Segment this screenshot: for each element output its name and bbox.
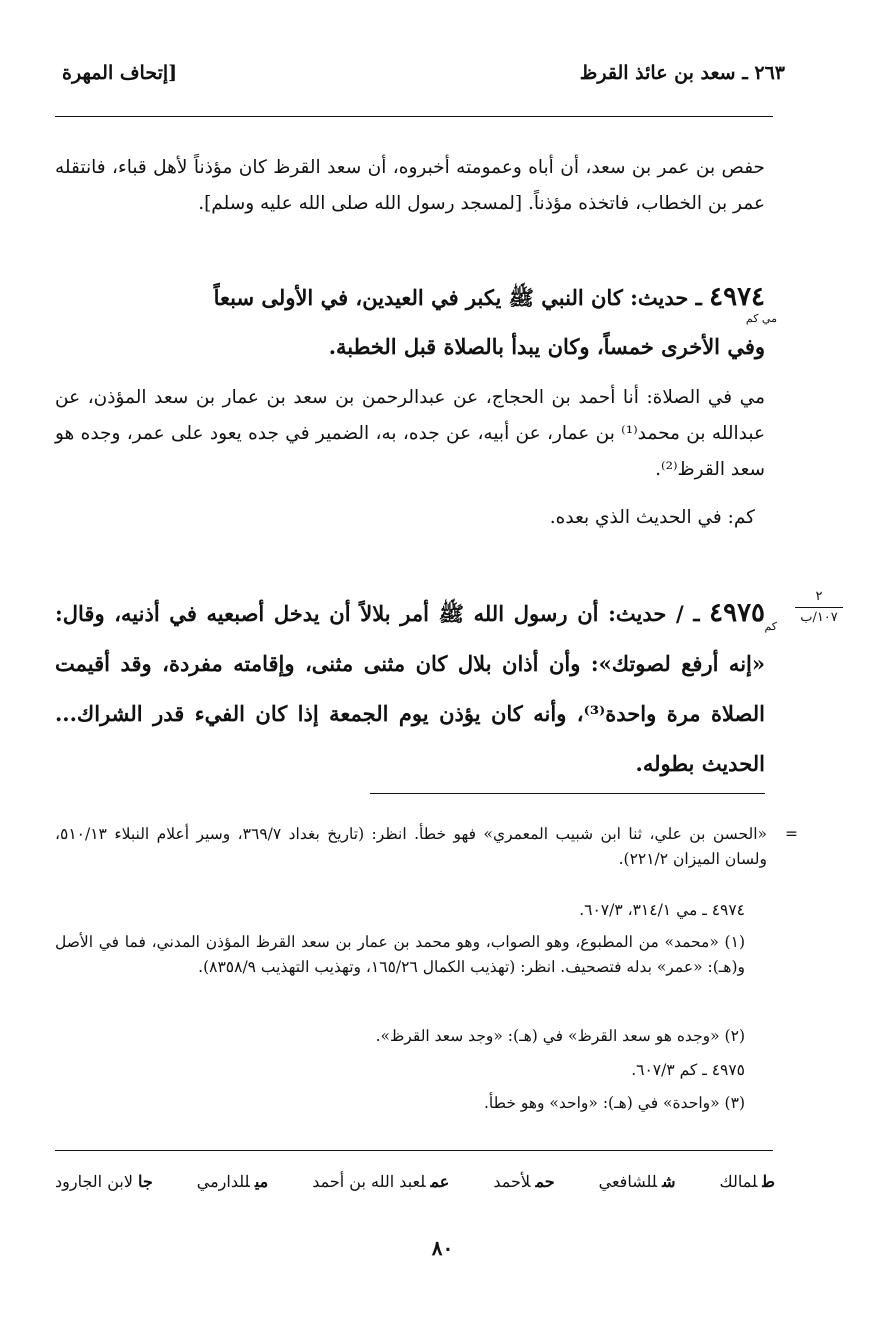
legend-item-shafii: شللشافعي: [598, 1172, 676, 1191]
footnote-ref-4975: ٤٩٧٥ ـ كم ٦٠٧/٣.: [631, 1061, 745, 1079]
legend-item-malik: طلمالك: [719, 1172, 775, 1191]
footnote-1: (١) «محمد» من المطبوع، وهو الصواب، وهو محمد بن عمار بن سعد القرظ المؤذن المدني، فما في الأصل و(هـ): «عمر» بدله فتصحيف. انظر: (تهذيب الكمال ١٦٥/٢٦، وتهذيب التهذيب ٨٣٥٨/٩).: [55, 933, 745, 976]
legend-item-ahmad: حملأحمد: [493, 1172, 555, 1191]
running-header-title: ٢٦٣ ـ سعد بن عائذ القرظ: [579, 62, 785, 84]
footnote-3: (٣) «واحدة» في (هـ): «واحد» وهو خطأ.: [483, 1094, 745, 1112]
hadith-4974-km-note: كم: في الحديث الذي بعده.: [549, 507, 755, 528]
footnote-2: (٢) «وجده هو سعد القرظ» في (هـ): «وجد سعد القرظ».: [375, 1027, 745, 1045]
footnote-continuation: «الحسن بن علي، ثنا ابن شبيب المعمري» فهو خطأ. انظر: (تاريخ بغداد ٣٦٩/٧، وسير أعلام النبلاء ٥١٠/١٣، ولسان الميزان ٢٢١/٢).: [55, 825, 767, 868]
abbreviation-legend: [55, 1172, 775, 1191]
intro-paragraph: حفص بن عمر بن سعد، أن أباه وعمومته أخبروه، أن سعد القرظ كان مؤذناً لأهل قباء، فانتقله عمر بن الخطاب، فاتخذه مؤذناً. [لمسجد رسول الله صلى الله عليه وسلم].: [55, 157, 765, 214]
hadith-4974-chain: مي في الصلاة: أنا أحمد بن الحجاج، عن عبدالرحمن بن سعد بن عمار بن سعد المؤذن، عن عبدالله بن محمد⁽¹⁾ بن عمار، عن أبيه، عن جده، به، الضمير في جده يعود على عمر، وجده هو سعد القرظ⁽²⁾.: [55, 387, 765, 480]
continuation-marker: =: [785, 825, 798, 843]
margin-ref-top: ٢: [815, 589, 823, 604]
header-rule: [55, 116, 773, 117]
margin-ref-divider: [795, 607, 843, 608]
footnote-separator: [370, 793, 765, 794]
hadith-4974-superscript: مي كم: [745, 312, 777, 325]
margin-ref-bottom: ١٠٧/ب: [800, 610, 838, 625]
legend-rule: [55, 1150, 773, 1151]
margin-reference: [795, 588, 843, 627]
legend-item-jarud: جالابن الجارود: [55, 1172, 153, 1191]
hadith-text: ـ / حديث: أن رسول الله ﷺ أمر بلالاً أن يدخل أصبعيه في أذنيه، وقال: «إنه أرفع لصوتك»: وأن أذان بلال كان مثنى مثنى، وإقامته مفردة، وقد أقيمت الصلاة مرة واحدة⁽³⁾، وأنه كان يؤذن يوم الجمعة إذا كان الفيء قدر الشراك... الحديث بطوله.: [55, 601, 765, 776]
running-header-book: [إتحاف المهرة: [62, 62, 178, 84]
hadith-text-line1: ـ حديث: كان النبي ﷺ يكبر في العيدين، في الأولى سبعاً: [213, 285, 702, 310]
footnote-ref-4974: ٤٩٧٤ ـ مي ٣١٤/١، ٦٠٧/٣.: [579, 901, 745, 919]
hadith-4975: [55, 588, 765, 789]
hadith-4974-heading: [55, 276, 765, 319]
hadith-number: ٤٩٧٤: [709, 282, 765, 312]
page-number: ٨٠: [431, 1236, 454, 1260]
hadith-4974-line2: وفي الأخرى خمساً، وكان يبدأ بالصلاة قبل الخطبة.: [328, 334, 765, 359]
hadith-4975-superscript: كم: [764, 620, 777, 633]
legend-item-darimi: ميللدارمي: [196, 1172, 269, 1191]
hadith-number: ٤٩٧٥: [709, 598, 766, 628]
legend-item-abdullah: عملعبد الله بن أحمد: [312, 1172, 450, 1191]
